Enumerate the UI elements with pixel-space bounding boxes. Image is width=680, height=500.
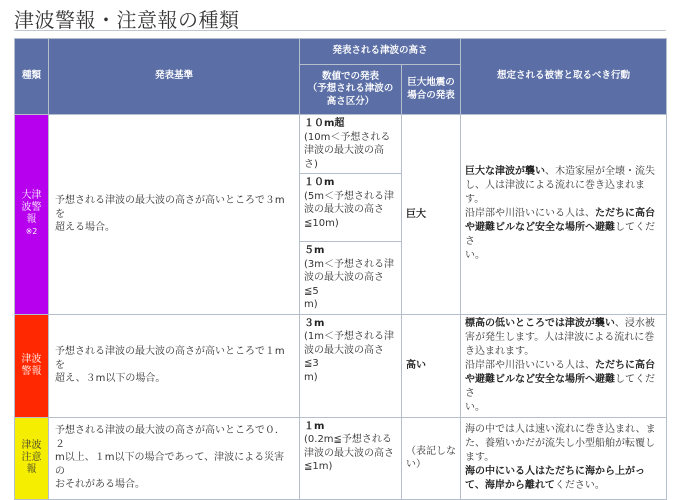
criteria-line: 超え、３m以下の場合。 (55, 373, 166, 385)
header-numeric-line: （予想される津波の (307, 83, 394, 95)
header-numeric-line: 数値での発表 (321, 70, 379, 82)
criteria-line: 超える場合。 (55, 222, 115, 233)
qualitative-not-stated (402, 417, 461, 499)
qualitative-line: い） (406, 459, 426, 470)
action-text: い。 (465, 250, 486, 262)
height-1m (300, 417, 402, 499)
page-title: 津波警報・注意報の種類 (14, 8, 240, 32)
level-label-line: 波警 (21, 202, 42, 214)
level-tsunami-warning (15, 314, 49, 417)
criteria-line: 予想される津波の最大波の高さが高いところで０．２ (55, 425, 285, 450)
criteria-line: m以上、１m以下の場合であって、津波による災害の (55, 452, 285, 477)
height-desc: ≦10m) (304, 217, 339, 229)
action-emphasis: や避難ビルなど安全な場所へ避難 (465, 222, 616, 234)
height-desc: 波の最大波の高さ≦5 (304, 272, 384, 297)
height-over-10m (300, 115, 402, 174)
height-value: １０m超 (304, 118, 345, 129)
header-damage-action: 想定される被害と取るべき行動 (461, 39, 667, 115)
level-label-line: 警報 (21, 365, 42, 377)
action-warning (461, 314, 667, 417)
action-text: し、人は津波による流れに巻き込まれま (465, 180, 646, 192)
criteria-major (49, 115, 300, 315)
height-desc: (1m＜予想される津 (304, 331, 395, 342)
action-emphasis: て、海岸から離れて (465, 480, 555, 491)
height-desc: 津波の最大波の高さ) (304, 145, 384, 170)
qualitative-huge: 巨大 (402, 115, 461, 315)
height-desc: 波の最大波の高さ (304, 204, 384, 215)
action-emphasis: 海の中にいる人はただちに海から上がっ (465, 466, 646, 477)
height-desc: (5m＜予想される津 (304, 190, 395, 202)
level-label-line: 報 (26, 464, 37, 475)
header-numeric (300, 65, 402, 115)
action-text: い。 (465, 401, 486, 413)
action-emphasis: や避難ビルなど安全な場所へ避難 (465, 373, 616, 385)
height-value: ５m (304, 245, 325, 256)
level-tsunami-advisory (15, 417, 49, 499)
height-desc: m) (304, 299, 318, 310)
height-desc: ≦1m) (304, 461, 333, 472)
header-announced-height: 発表される津波の高さ (300, 39, 461, 65)
tsunami-warning-table (14, 38, 667, 500)
qualitative-high: 高い (402, 314, 461, 417)
height-3m (300, 314, 402, 417)
height-desc: 津波の最大波の高さ (304, 447, 394, 459)
header-huge-line: 巨大地震の (407, 77, 455, 88)
criteria-line: 予想される津波の最大波の高さが高いところで３mを (55, 195, 285, 220)
criteria-line: おそれがある場合。 (55, 479, 145, 491)
action-text: してくださ (465, 222, 656, 248)
action-text: 、浸水被 (614, 317, 655, 329)
header-numeric-line: 高さ区分） (326, 95, 375, 107)
action-text: してくださ (465, 373, 656, 399)
criteria-line: 予想される津波の最大波の高さが高いところで１mを (55, 346, 285, 371)
height-10m (300, 174, 402, 242)
level-footnote: ※2 (25, 227, 38, 237)
action-text: 、木造家屋が全壊・流失 (545, 166, 656, 178)
criteria-warning (49, 314, 300, 417)
header-huge-line: 場合の発表 (407, 89, 455, 101)
criteria-advisory (49, 417, 300, 499)
action-text: 沿岸部や川沿いにいる人は、 (465, 208, 596, 220)
header-huge-quake (402, 65, 461, 115)
action-emphasis: 標高の低いところでは津波が襲い (465, 317, 615, 329)
header-category: 種類 (15, 39, 49, 115)
action-emphasis: ただちに高台 (595, 359, 656, 371)
height-value: １m (304, 420, 325, 432)
action-text: 沿岸部や川沿いにいる人は、 (465, 359, 596, 371)
height-desc: (3m＜予想される津 (304, 258, 395, 270)
level-label-line: 大津 (21, 190, 42, 202)
qualitative-line: （表記しな (406, 445, 456, 457)
action-emphasis: 巨大な津波が襲い (465, 166, 546, 178)
height-desc: 波の最大波の高さ≦3 (304, 344, 384, 369)
header-criteria: 発表基準 (49, 39, 300, 115)
action-advisory (461, 417, 667, 499)
action-major (461, 115, 667, 315)
level-label-line: 報 (26, 214, 37, 226)
level-label-line: 津波 (21, 440, 42, 451)
action-text: 害が発生します。人は津波による流れに巻 (465, 331, 655, 343)
level-label-line: 注意 (21, 452, 42, 463)
action-text: た、養殖いかだが流失し小型船舶が転覆し (465, 438, 656, 449)
level-label-line: 津波 (21, 353, 42, 365)
action-text: す。 (465, 194, 485, 206)
height-desc: (0.2m≦予想される (304, 434, 392, 445)
action-emphasis: ただちに高台 (595, 208, 656, 220)
height-value: ３m (304, 317, 325, 329)
title-underline (14, 30, 666, 31)
height-value: １０m (304, 177, 335, 188)
level-major-tsunami-warning (15, 115, 49, 315)
height-desc: m) (304, 371, 318, 383)
height-5m (300, 242, 402, 315)
action-text: き込まれます。 (465, 345, 535, 357)
height-desc: (10m＜予想される (304, 131, 391, 143)
action-text: ます。 (465, 452, 495, 463)
action-text: 海の中では人は速い流れに巻き込まれ、ま (465, 424, 656, 435)
action-text: ください。 (554, 480, 605, 491)
